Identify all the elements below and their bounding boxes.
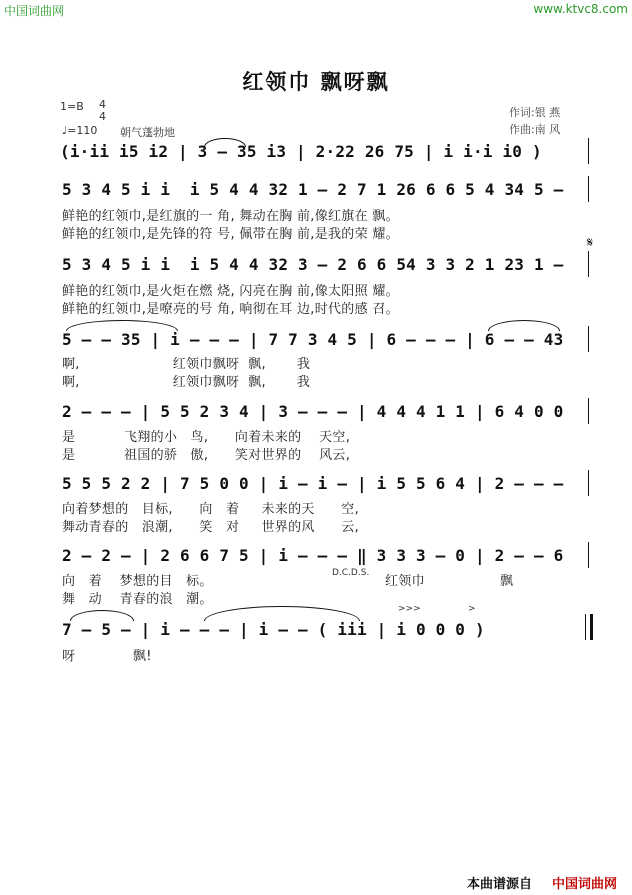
song-title: 红领巾 飘呀飘 [242,69,390,94]
score-line-5: 2 — — — | 5 5 2 3 4 | 3 — — — | 4 4 4 1 1 | 6 4 0 0 [62,402,564,421]
score-line-7: 2 — 2 — | 2 6 6 7 5 | i — — — ‖ 3 3 3 — 0 | 2 — — 6 [62,546,564,565]
slur-mark [204,138,246,147]
footer-source-label: 本曲谱源自 [467,877,533,892]
key-signature: 1=B [60,100,84,113]
time-signature-top: 4 [99,98,106,111]
score-line-2: 5 3 4 5 i i i 5 4 4 32 1 — 2 7 1 26 6 6 5 4 34 5 — [62,180,564,199]
lyric-line-3a: 鲜艳的红领巾,是火炬在燃 烧, 闪亮在胸 前,像太阳照 耀。 [62,284,399,299]
site-watermark-right: www.ktvc8.com [533,2,628,16]
time-signature-bottom: 4 [99,110,106,123]
barline [588,326,589,352]
lyric-line-6a: 向着梦想的 目标, 向 着 未来的天 空, [62,502,360,517]
lyric-line-6b: 舞动青春的 浪潮, 笑 对 世界的风 云, [62,520,360,535]
lyric-line-2a: 鲜艳的红领巾,是红旗的一 角, 舞动在胸 前,像红旗在 飘。 [62,209,399,224]
barline [588,138,589,164]
accent-mark: > [468,604,476,614]
lyric-line-2b: 鲜艳的红领巾,是先锋的符 号, 佩带在胸 前,是我的荣 耀。 [62,227,399,242]
lyric-line-4b: 啊, 红领巾飘呀 飘, 我 [62,375,311,390]
score-line-1: (i·ii i5 i2 | 3 — 35 i3 | 2·22 26 75 | i i·i i0 ) [60,142,542,161]
slur-mark [204,606,360,621]
barline [585,614,586,640]
lyricist-credit: 作词:银 燕 [509,106,561,119]
barline [588,251,589,277]
lyric-line-4a: 啊, 红领巾飘呀 飘, 我 [62,357,311,372]
slur-mark [66,320,178,331]
lyric-line-3b: 鲜艳的红领巾,是嘹亮的号 角, 响彻在耳 边,时代的感 召。 [62,302,399,317]
dcds-marking: D.C.D.S. [332,568,370,578]
lyric-line-5a: 是 飞翔的小 鸟, 向着未来的 天空, [62,430,351,445]
score-line-6: 5 5 5 2 2 | 7 5 0 0 | i — i — | i 5 5 6 4 | 2 — — — [62,474,564,493]
barline [588,470,589,496]
final-barline [590,614,593,640]
barline [588,542,589,568]
score-line-8: 7 — 5 — | i — — — | i — — ( iii | i 0 0 0 ) [62,620,485,639]
slur-mark [488,320,560,331]
barline [588,398,589,424]
site-watermark-left: 中国词曲网 [4,4,65,18]
lyric-line-5b: 是 祖国的骄 傲, 笑对世界的 风云, [62,448,351,463]
tempo-marking: ♩=110 [62,124,98,137]
composer-credit: 作曲:南 风 [509,123,561,136]
mood-marking: 朝气蓬勃地 [120,126,175,139]
footer-site-name: 中国词曲网 [552,877,618,892]
segno-icon: 𝄋 [587,235,594,251]
lyric-after-dcds-1: 红领巾 [385,574,425,589]
barline [588,176,589,202]
lyric-line-7b: 舞 动 青春的浪 潮。 [62,592,213,607]
lyric-line-7a: 向 着 梦想的目 标。 [62,574,213,589]
lyric-line-8: 呀 飘! [62,649,152,664]
lyric-after-dcds-2: 飘 [500,574,514,589]
score-line-4: 5 — — 35 | i — — — | 7 7 3 4 5 | 6 — — — | 6 — — 43 [62,330,564,349]
accent-marks: >>> [398,604,421,614]
score-line-3: 5 3 4 5 i i i 5 4 4 32 3 — 2 6 6 54 3 3 2 1 23 1 — [62,255,564,274]
